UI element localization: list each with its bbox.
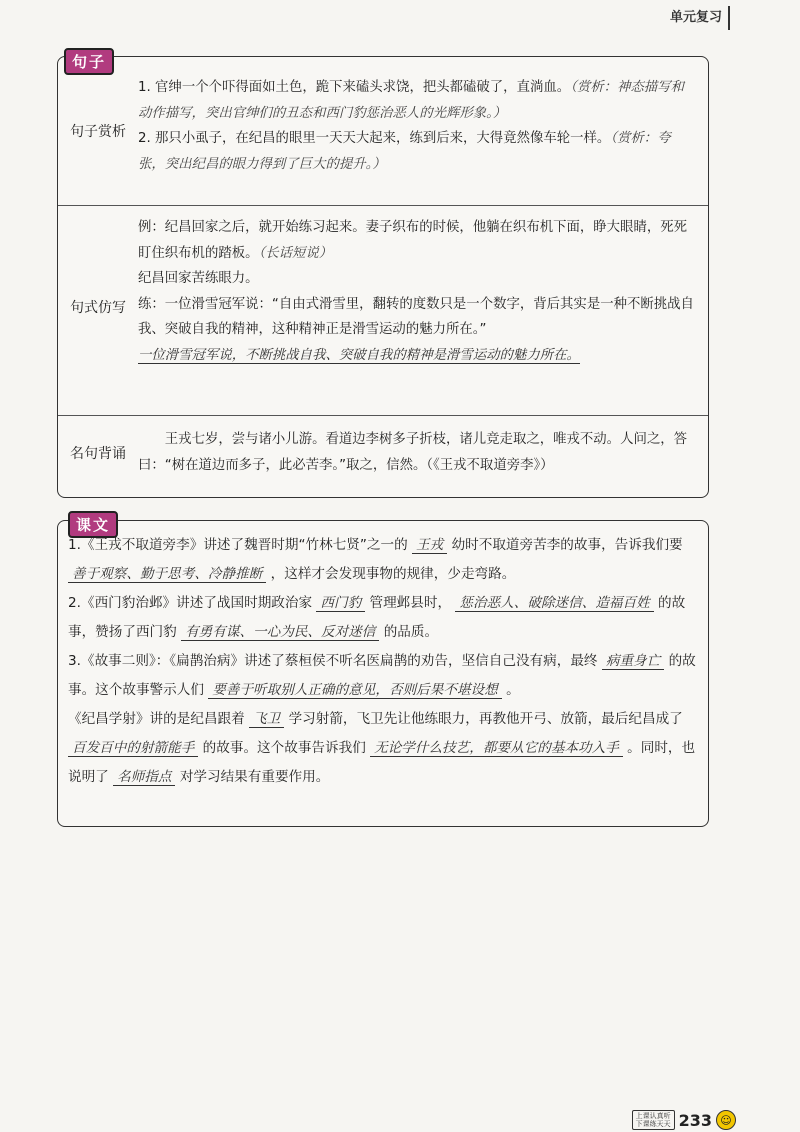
fill-blank-answer: 飞卫: [249, 711, 284, 728]
footer-motto: 上课认真听 下课练天天: [632, 1110, 675, 1130]
text-paragraph-4: 《纪昌学射》讲的是纪昌跟着 飞卫 学习射箭，飞卫先让他练眼力，再教他开弓、放箭，最后纪昌成了 百发百中的射箭能手 的故事。这个故事告诉我们 无论学什么技艺，都要从它的基本功入手 。同时，也说明了 名师指点 对学习结果有重要作用。: [68, 711, 696, 785]
row-content: 王戎七岁，尝与诸小儿游。看道边李树多子折枝，诸儿竞走取之，唯戎不动。人问之，答曰：“树在道边而多子，此必苦李。”取之，信然。（《王戎不取道旁李》）: [138, 432, 688, 473]
text-paragraph-2: 2.《西门豹治邺》讲述了战国时期政治家 西门豹 管理邺县时， 惩治恶人、破除迷信、造福百姓 的故事，赞扬了西门豹 有勇有谋、一心为民、反对迷信 的品质。: [68, 595, 686, 640]
fill-blank-answer: 王戎: [412, 537, 447, 554]
row-label: 名句背诵: [70, 446, 126, 462]
fill-blank-answer: 西门豹: [316, 595, 365, 612]
texts-tag: 课文: [68, 511, 118, 538]
sentence-text: 2. 那只小虱子，在纪昌的眼里一天天大起来，练到后来，大得竟然像车轮一样。: [138, 131, 611, 146]
section-row-recitation: [58, 415, 708, 497]
text-paragraph-3: 3.《故事二则》：《扁鹊治病》讲述了蔡桓侯不听名医扁鹊的劝告，坚信自己没有病，最终 病重身亡 的故事。这个故事警示人们 要善于听取别人正确的意见，否则后果不堪设想 。: [68, 653, 696, 698]
row-content: [138, 75, 696, 177]
fill-blank-answer: 百发百中的射箭能手: [68, 740, 198, 757]
fill-blank-answer: 病重身亡: [602, 653, 664, 670]
sentences-tag: 句子: [64, 48, 114, 75]
sentence-text: 1. 官绅一个个吓得面如土色，跪下来磕头求饶，把头都磕破了，直淌血。: [138, 80, 571, 95]
practice-answer: 一位滑雪冠军说，不断挑战自我、突破自我的精神是滑雪运动的魅力所在。: [138, 347, 580, 363]
text-paragraph-1: 1.《王戎不取道旁李》讲述了魏晋时期“竹林七贤”之一的 王戎 幼时不取道旁苦李的故事，告诉我们要 善于观察、勤于思考、冷静推断 ，这样才会发现事物的规律，少走弯路。: [68, 537, 683, 582]
section-row-appreciation: [58, 57, 708, 206]
appreciation-note: （赏析：夸张，突出纪昌的眼力得到了巨大的提升。）: [138, 131, 671, 172]
header-divider: [728, 6, 730, 30]
row-content: [138, 215, 696, 368]
texts-section: [57, 516, 709, 827]
section-row-imitation: [58, 205, 708, 416]
fill-blank-answer: 惩治恶人、破除迷信、造福百姓: [455, 595, 653, 612]
example-method: （长话短说）: [258, 245, 333, 261]
sentences-section: [57, 53, 709, 498]
practice-text: 练：一位滑雪冠军说：“自由式滑雪里，翻转的度数只是一个数字，背后其实是一种不断挑战自我、突破自我的精神，这种精神正是滑雪运动的魅力所在。”: [138, 296, 694, 337]
fill-blank-answer: 名师指点: [113, 769, 175, 786]
row-label: 句式仿写: [70, 300, 126, 316]
fill-blank-answer: 善于观察、勤于思考、冷静推断: [68, 566, 266, 583]
fill-blank-answer: 要善于听取别人正确的意见，否则后果不堪设想: [208, 682, 501, 699]
page-number: 233: [678, 1110, 712, 1130]
example-text: 例：纪昌回家之后，就开始练习起来。妻子织布的时候，他躺在织布机下面，睁大眼睛，死死盯住织布机的踏板。: [138, 220, 688, 261]
mascot-icon: ☺: [716, 1110, 736, 1130]
example-answer: 纪昌回家苦练眼力。: [138, 271, 259, 286]
fill-blank-answer: 有勇有谋、一心为民、反对迷信: [181, 624, 379, 641]
row-label: 句子赏析: [70, 124, 126, 140]
page-footer: [632, 1110, 736, 1130]
fill-blank-answer: 无论学什么技艺，都要从它的基本功入手: [370, 740, 623, 757]
header-title: 单元复习: [669, 10, 722, 25]
appreciation-note: （赏析：神态描写和动作描写，突出官绅们的丑态和西门豹惩治恶人的光辉形象。）: [138, 80, 684, 121]
